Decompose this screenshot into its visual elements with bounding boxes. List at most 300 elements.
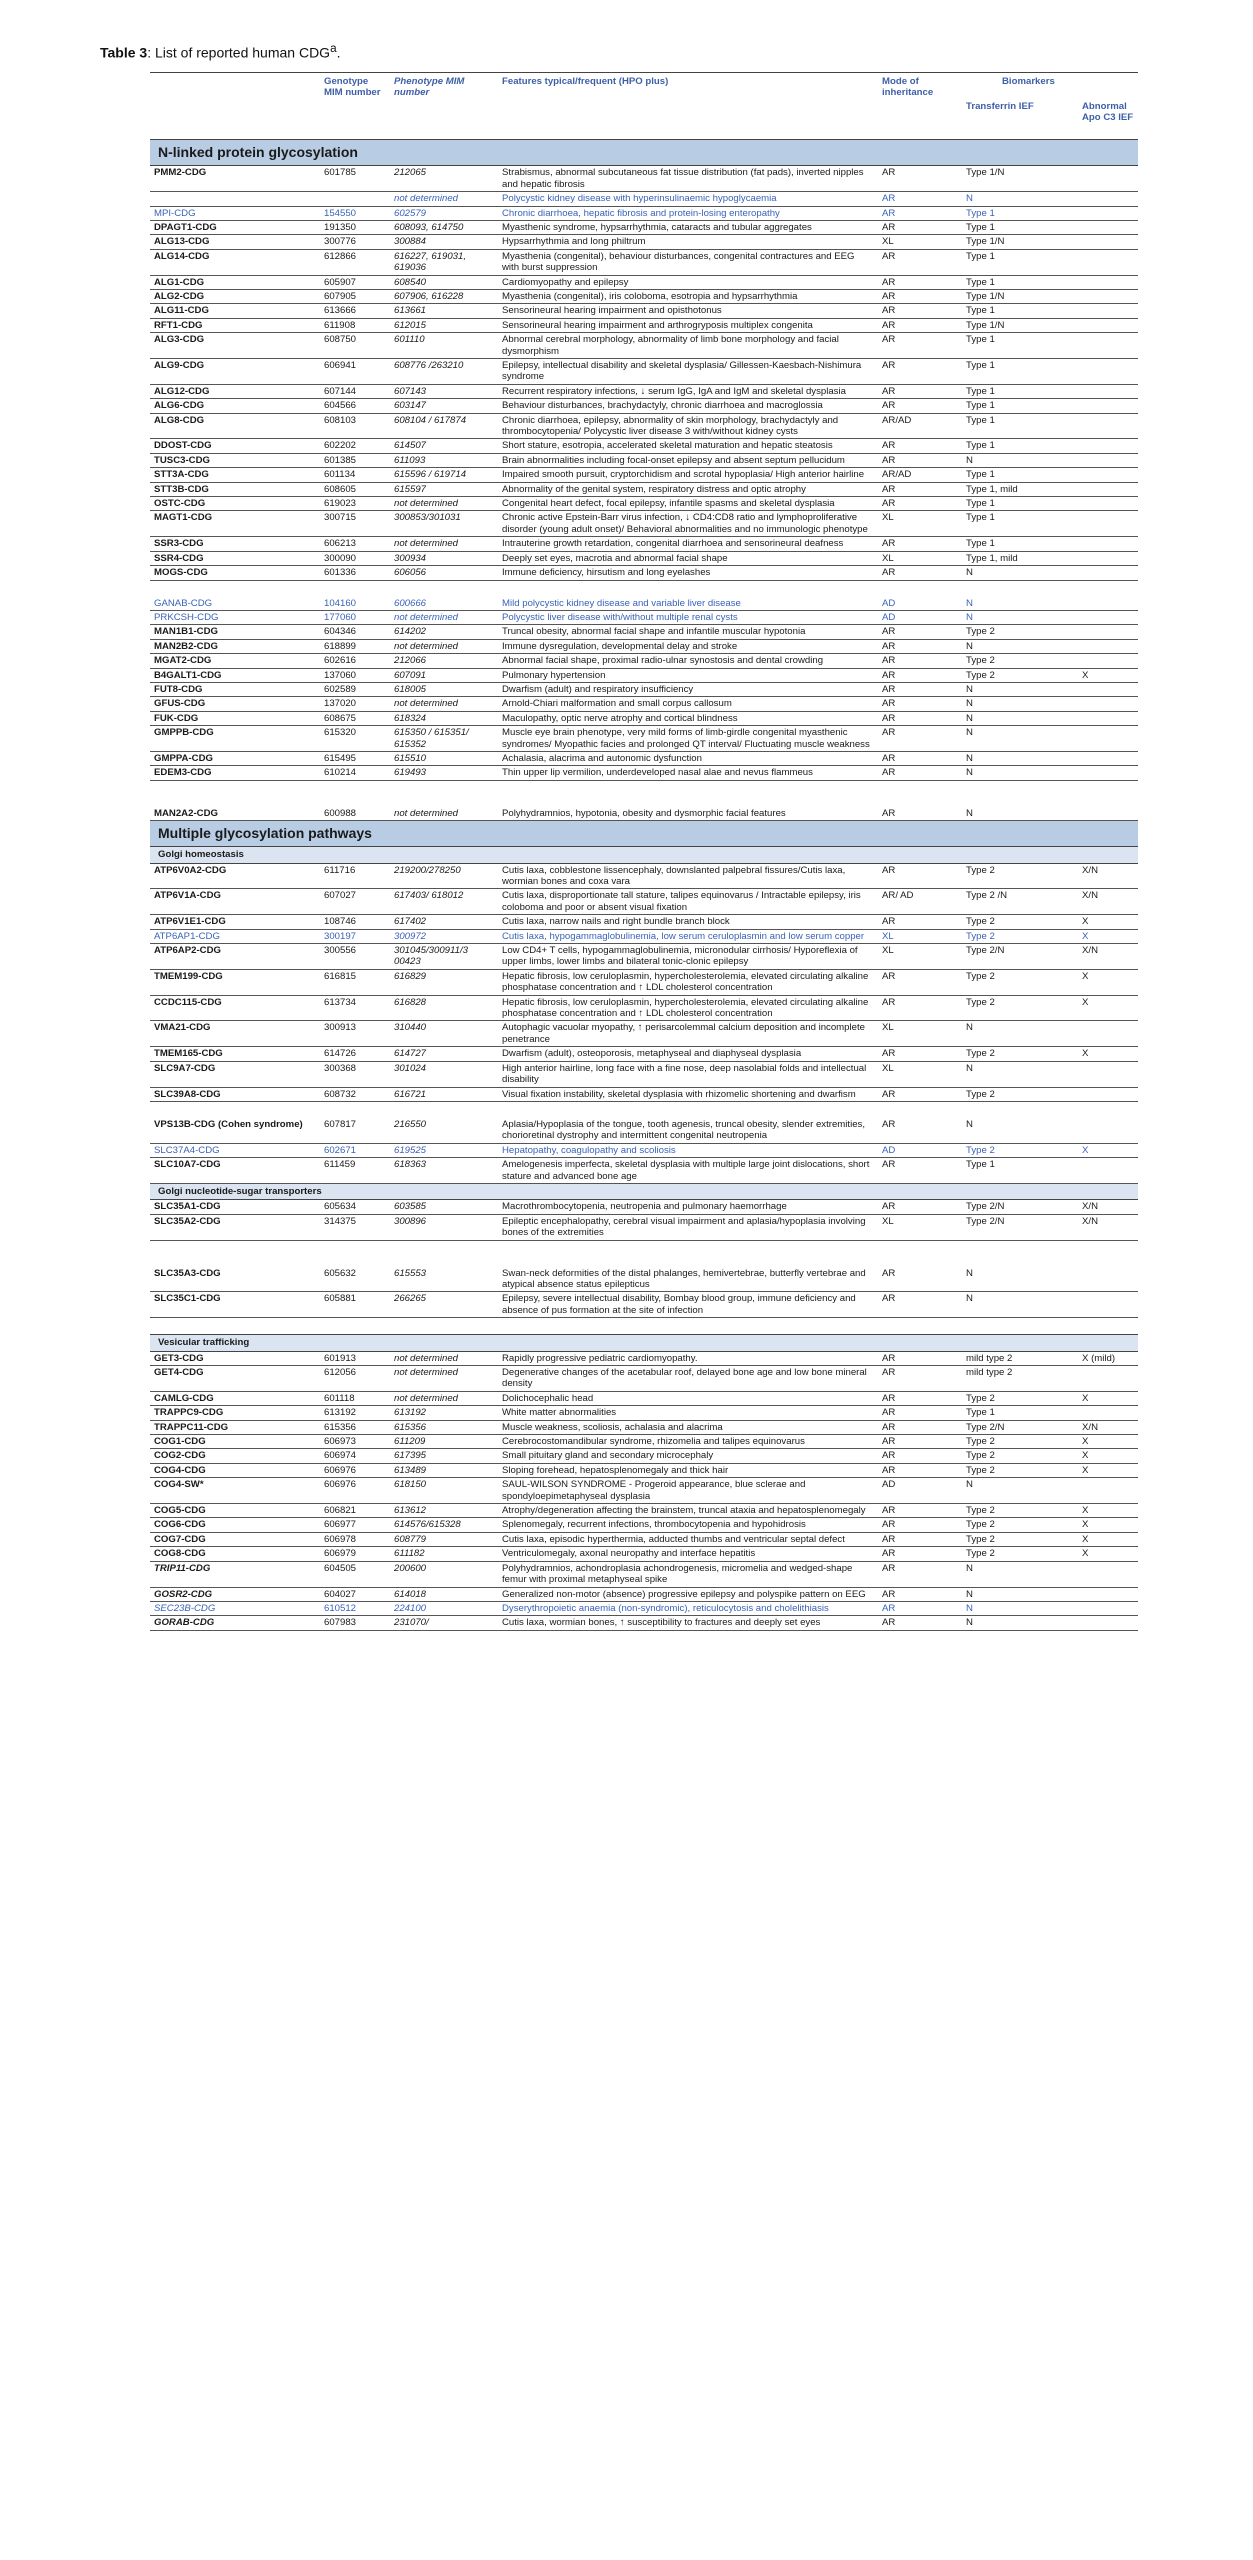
cell-genotype-mim: 300090 <box>320 551 390 565</box>
table-row <box>150 1267 1138 1292</box>
section-header <box>150 140 1138 166</box>
cell-features: Aplasia/Hypoplasia of the tongue, tooth agenesis, truncal obesity, slender extremities, chorioretinal dystrophy and intermittent congenital neutropenia <box>498 1118 878 1143</box>
cell-apo-ief: X/N <box>1078 944 1138 970</box>
cell-phenotype-mim: not determined <box>390 697 498 711</box>
cell-phenotype-mim: 601110 <box>390 333 498 359</box>
cell-gene: GANAB-CDG <box>150 597 320 611</box>
cell-features: Generalized non-motor (absence) progressive epilepsy and polyspike pattern on EEG <box>498 1587 878 1601</box>
cell-apo-ief <box>1078 206 1138 220</box>
cell-features: Dyserythropoietic anaemia (non-syndromic), reticulocytosis and cholelithiasis <box>498 1601 878 1615</box>
cell-phenotype-mim: 615510 <box>390 751 498 765</box>
table-row <box>150 304 1138 318</box>
cell-genotype-mim: 610214 <box>320 766 390 780</box>
cell-apo-ief <box>1078 597 1138 611</box>
cell-phenotype-mim: 224100 <box>390 1601 498 1615</box>
section-title-fill <box>498 140 1138 166</box>
cell-transferrin-ief: N <box>962 726 1078 752</box>
spacer-row <box>150 780 1138 807</box>
cell-gene: ALG9-CDG <box>150 359 320 385</box>
header-biomarkers: Biomarkers <box>962 73 1138 100</box>
cell-apo-ief: X <box>1078 1449 1138 1463</box>
cell-genotype-mim: 300197 <box>320 929 390 943</box>
cell-inheritance: AD <box>878 1143 962 1157</box>
cell-apo-ief: X <box>1078 1435 1138 1449</box>
cell-phenotype-mim: 300972 <box>390 929 498 943</box>
cell-gene: SLC35A2-CDG <box>150 1214 320 1240</box>
cell-gene: MAN2B2-CDG <box>150 639 320 653</box>
cell-transferrin-ief: Type 2 /N <box>962 889 1078 915</box>
cell-genotype-mim: 608750 <box>320 333 390 359</box>
cell-phenotype-mim: 231070/ <box>390 1616 498 1630</box>
cell-apo-ief <box>1078 1087 1138 1101</box>
table-row <box>150 453 1138 467</box>
cell-apo-ief: X <box>1078 1547 1138 1561</box>
cell-phenotype-mim: not determined <box>390 1391 498 1405</box>
table-row <box>150 1391 1138 1405</box>
spacer-cell <box>150 1240 1138 1267</box>
cell-features: Abnormality of the genital system, respiratory distress and optic atrophy <box>498 482 878 496</box>
table-row <box>150 537 1138 551</box>
cell-inheritance: AR <box>878 1351 962 1365</box>
section-title: Golgi homeostasis <box>150 847 498 863</box>
cell-inheritance: AR <box>878 333 962 359</box>
cell-features: Dolichocephalic head <box>498 1391 878 1405</box>
cell-gene: COG6-CDG <box>150 1518 320 1532</box>
cell-apo-ief <box>1078 439 1138 453</box>
cell-transferrin-ief: N <box>962 639 1078 653</box>
cell-apo-ief <box>1078 304 1138 318</box>
cell-gene: SLC10A7-CDG <box>150 1158 320 1184</box>
cell-features: Myasthenia (congenital), behaviour disturbances, congenital contractures and EEG with burst suppression <box>498 249 878 275</box>
cell-inheritance: AR <box>878 751 962 765</box>
table-row <box>150 482 1138 496</box>
cell-genotype-mim: 611716 <box>320 863 390 889</box>
cell-genotype-mim: 606978 <box>320 1532 390 1546</box>
table-row <box>150 275 1138 289</box>
cell-transferrin-ief: Type 2 <box>962 1449 1078 1463</box>
cell-apo-ief <box>1078 166 1138 192</box>
cell-gene: SLC35A3-CDG <box>150 1267 320 1292</box>
cell-inheritance: AD <box>878 597 962 611</box>
cell-phenotype-mim: not determined <box>390 807 498 821</box>
cell-genotype-mim: 191350 <box>320 220 390 234</box>
table-row <box>150 889 1138 915</box>
cell-apo-ief <box>1078 249 1138 275</box>
cell-phenotype-mim: 603147 <box>390 399 498 413</box>
cell-gene: GET4-CDG <box>150 1366 320 1392</box>
cell-inheritance: AR <box>878 359 962 385</box>
cell-phenotype-mim: 615350 / 615351/ 615352 <box>390 726 498 752</box>
cell-phenotype-mim: 212065 <box>390 166 498 192</box>
cell-genotype-mim: 300913 <box>320 1021 390 1047</box>
cell-inheritance: AR <box>878 439 962 453</box>
cell-features: Small pituitary gland and secondary microcephaly <box>498 1449 878 1463</box>
cell-gene: DPAGT1-CDG <box>150 220 320 234</box>
cell-transferrin-ief: Type 2/N <box>962 1200 1078 1214</box>
cell-transferrin-ief: Type 1/N <box>962 235 1078 249</box>
cell-transferrin-ief: N <box>962 1601 1078 1615</box>
cell-genotype-mim: 608605 <box>320 482 390 496</box>
cell-inheritance: AR <box>878 206 962 220</box>
cell-inheritance: AR <box>878 249 962 275</box>
cell-features: Chronic diarrhoea, epilepsy, abnormality of skin morphology, brachydactyly and thrombocytopenia/ Polycystic liver disease 3 with/without kidney cysts <box>498 413 878 439</box>
cell-features: Polycystic kidney disease with hyperinsulinaemic hypoglycaemia <box>498 192 878 206</box>
cell-inheritance: AR <box>878 995 962 1021</box>
table-row <box>150 944 1138 970</box>
section-title: Vesicular trafficking <box>150 1335 498 1351</box>
header-phenotype: Phenotype MIM number <box>390 73 498 100</box>
cell-phenotype-mim: 608540 <box>390 275 498 289</box>
cell-genotype-mim: 601336 <box>320 566 390 580</box>
cell-phenotype-mim: 603585 <box>390 1200 498 1214</box>
cell-transferrin-ief: Type 1 <box>962 399 1078 413</box>
cell-features: Hepatopathy, coagulopathy and scoliosis <box>498 1143 878 1157</box>
cell-features: Mild polycystic kidney disease and variable liver disease <box>498 597 878 611</box>
cell-genotype-mim: 608103 <box>320 413 390 439</box>
table-row <box>150 807 1138 821</box>
cell-phenotype-mim: 310440 <box>390 1021 498 1047</box>
cell-features: Polyhydramnios, achondroplasia achondrogenesis, micromelia and wedged-shape femur with proximal metaphyseal spike <box>498 1561 878 1587</box>
cell-gene: GFUS-CDG <box>150 697 320 711</box>
cell-apo-ief: X <box>1078 915 1138 929</box>
cell-genotype-mim: 137060 <box>320 668 390 682</box>
header-transferrin-ief: Transferrin IEF <box>962 100 1078 140</box>
cell-transferrin-ief: Type 1 <box>962 497 1078 511</box>
cell-apo-ief <box>1078 751 1138 765</box>
table-row <box>150 751 1138 765</box>
cell-transferrin-ief: Type 2 <box>962 1532 1078 1546</box>
cell-apo-ief <box>1078 625 1138 639</box>
cell-apo-ief <box>1078 1061 1138 1087</box>
cell-gene: ATP6AP2-CDG <box>150 944 320 970</box>
cell-genotype-mim: 300368 <box>320 1061 390 1087</box>
cell-inheritance: AR <box>878 668 962 682</box>
cell-features: Hepatic fibrosis, low ceruloplasmin, hypercholesterolemia, elevated circulating alkaline phosphatase concentration and ↑ LDL cholesterol concentration <box>498 969 878 995</box>
cell-features: Hypsarrhythmia and long philtrum <box>498 235 878 249</box>
cell-features: Recurrent respiratory infections, ↓ serum IgG, IgA and IgM and skeletal dysplasia <box>498 384 878 398</box>
cell-inheritance: AR <box>878 537 962 551</box>
cell-phenotype-mim: 617403/ 618012 <box>390 889 498 915</box>
cell-features: Cutis laxa, cobblestone lissencephaly, downslanted palpebral fissures/Cutis laxa, wormian bones and coxa vara <box>498 863 878 889</box>
cell-genotype-mim: 606973 <box>320 1435 390 1449</box>
cell-apo-ief: X <box>1078 1504 1138 1518</box>
spacer-row <box>150 1240 1138 1267</box>
cell-gene: VPS13B-CDG (Cohen syndrome) <box>150 1118 320 1143</box>
table-row <box>150 1200 1138 1214</box>
cell-phenotype-mim: 618363 <box>390 1158 498 1184</box>
cell-features: Cutis laxa, disproportionate tall stature, talipes equinovarus / Intractable epilepsy, iris coloboma and poor or absent visual fixation <box>498 889 878 915</box>
cell-phenotype-mim: 300884 <box>390 235 498 249</box>
table-row <box>150 289 1138 303</box>
cell-apo-ief: X <box>1078 1518 1138 1532</box>
cell-inheritance: AR <box>878 969 962 995</box>
cell-apo-ief: X (mild) <box>1078 1351 1138 1365</box>
table-row <box>150 995 1138 1021</box>
cell-transferrin-ief: N <box>962 1561 1078 1587</box>
cell-inheritance: AR <box>878 639 962 653</box>
cell-genotype-mim: 601785 <box>320 166 390 192</box>
cell-transferrin-ief: Type 1, mild <box>962 482 1078 496</box>
cell-apo-ief: X/N <box>1078 1200 1138 1214</box>
cell-transferrin-ief: N <box>962 1292 1078 1318</box>
cell-features: Low CD4+ T cells, hypogammaglobulinemia, micronodular cirrhosis/ Hyporeflexia of upper limbs, lower limbs and bilateral tonic-clonic epilepsy <box>498 944 878 970</box>
table-row <box>150 359 1138 385</box>
cell-gene <box>150 192 320 206</box>
cell-transferrin-ief: Type 2 <box>962 1547 1078 1561</box>
table-row <box>150 1087 1138 1101</box>
cell-transferrin-ief: Type 2 <box>962 1391 1078 1405</box>
cell-gene: EDEM3-CDG <box>150 766 320 780</box>
table-row <box>150 551 1138 565</box>
cell-transferrin-ief: Type 1 <box>962 206 1078 220</box>
cell-transferrin-ief: Type 1/N <box>962 318 1078 332</box>
table-row <box>150 1616 1138 1630</box>
cell-inheritance: AR <box>878 807 962 821</box>
cell-features: Thin upper lip vermilion, underdeveloped nasal alae and nevus flammeus <box>498 766 878 780</box>
spacer-cell <box>150 1318 1138 1335</box>
cell-features: Muscle eye brain phenotype, very mild forms of limb-girdle congenital myasthenic syndromes/ Myopathic facies and prolonged QT interval/ Fluctuating muscle weakness <box>498 726 878 752</box>
table-row <box>150 1118 1138 1143</box>
cell-features: Degenerative changes of the acetabular roof, delayed bone age and low bone mineral density <box>498 1366 878 1392</box>
cell-phenotype-mim: 615596 / 619714 <box>390 468 498 482</box>
cell-gene: COG8-CDG <box>150 1547 320 1561</box>
cell-inheritance: AR/AD <box>878 413 962 439</box>
cell-apo-ief <box>1078 1118 1138 1143</box>
cell-genotype-mim: 606941 <box>320 359 390 385</box>
cell-transferrin-ief: N <box>962 1616 1078 1630</box>
cell-inheritance: AR <box>878 220 962 234</box>
cell-inheritance: AR <box>878 1616 962 1630</box>
cell-inheritance: XL <box>878 511 962 537</box>
cell-genotype-mim: 300556 <box>320 944 390 970</box>
cell-apo-ief <box>1078 639 1138 653</box>
cell-phenotype-mim: 300934 <box>390 551 498 565</box>
cell-gene: STT3B-CDG <box>150 482 320 496</box>
cell-gene: TUSC3-CDG <box>150 453 320 467</box>
cell-apo-ief <box>1078 537 1138 551</box>
cell-transferrin-ief: Type 2 <box>962 1463 1078 1477</box>
cell-phenotype-mim: 301024 <box>390 1061 498 1087</box>
cell-features: Sloping forehead, hepatosplenomegaly and thick hair <box>498 1463 878 1477</box>
cell-features: Strabismus, abnormal subcutaneous fat tissue distribution (fat pads), inverted nipples and hepatic fibrosis <box>498 166 878 192</box>
cell-apo-ief <box>1078 1406 1138 1420</box>
cell-transferrin-ief: Type 1 <box>962 304 1078 318</box>
cell-transferrin-ief: Type 1 <box>962 413 1078 439</box>
cell-inheritance: AR <box>878 654 962 668</box>
cell-genotype-mim: 614726 <box>320 1047 390 1061</box>
section-title: N-linked protein glycosylation <box>150 140 498 166</box>
cell-genotype-mim: 615495 <box>320 751 390 765</box>
cell-gene: MOGS-CDG <box>150 566 320 580</box>
cell-inheritance: XL <box>878 1021 962 1047</box>
cell-inheritance: AR <box>878 1087 962 1101</box>
cell-transferrin-ief: Type 1 <box>962 1158 1078 1184</box>
cell-features: Immune deficiency, hirsutism and long eyelashes <box>498 566 878 580</box>
cell-gene: COG4-SW* <box>150 1478 320 1504</box>
cell-transferrin-ief: N <box>962 453 1078 467</box>
cell-genotype-mim: 104160 <box>320 597 390 611</box>
cell-genotype-mim: 108746 <box>320 915 390 929</box>
cell-features: White matter abnormalities <box>498 1406 878 1420</box>
cell-gene: ALG2-CDG <box>150 289 320 303</box>
cell-genotype-mim: 608675 <box>320 711 390 725</box>
cell-apo-ief <box>1078 1616 1138 1630</box>
cell-inheritance: XL <box>878 1214 962 1240</box>
cell-genotype-mim: 605881 <box>320 1292 390 1318</box>
cell-phenotype-mim: 616721 <box>390 1087 498 1101</box>
cell-apo-ief: X <box>1078 995 1138 1021</box>
cell-genotype-mim: 604505 <box>320 1561 390 1587</box>
table-row <box>150 1292 1138 1318</box>
cell-apo-ief <box>1078 235 1138 249</box>
cell-apo-ief <box>1078 511 1138 537</box>
cell-gene: FUK-CDG <box>150 711 320 725</box>
cell-inheritance: AR <box>878 1292 962 1318</box>
cell-transferrin-ief: mild type 2 <box>962 1351 1078 1365</box>
cell-apo-ief <box>1078 682 1138 696</box>
cell-transferrin-ief: Type 1 <box>962 384 1078 398</box>
cell-inheritance: AD <box>878 1478 962 1504</box>
cell-features: Truncal obesity, abnormal facial shape and infantile muscular hypotonia <box>498 625 878 639</box>
table-row <box>150 682 1138 696</box>
cell-apo-ief: X/N <box>1078 1214 1138 1240</box>
cell-apo-ief <box>1078 566 1138 580</box>
table-row <box>150 1532 1138 1546</box>
cell-apo-ief <box>1078 384 1138 398</box>
cell-inheritance: XL <box>878 1061 962 1087</box>
cell-phenotype-mim: 616227, 619031, 619036 <box>390 249 498 275</box>
cell-gene: ALG6-CDG <box>150 399 320 413</box>
cell-phenotype-mim: not determined <box>390 1366 498 1392</box>
cell-apo-ief <box>1078 654 1138 668</box>
cell-features: Immune dysregulation, developmental delay and stroke <box>498 639 878 653</box>
table-row <box>150 1214 1138 1240</box>
cell-apo-ief <box>1078 807 1138 821</box>
cell-transferrin-ief: Type 2 <box>962 995 1078 1021</box>
cell-inheritance: AR <box>878 399 962 413</box>
cell-gene: ATP6V1A-CDG <box>150 889 320 915</box>
table-row <box>150 1406 1138 1420</box>
cell-features: Macrothrombocytopenia, neutropenia and pulmonary haemorrhage <box>498 1200 878 1214</box>
cell-gene: CAMLG-CDG <box>150 1391 320 1405</box>
table-row <box>150 249 1138 275</box>
cell-phenotype-mim: 613489 <box>390 1463 498 1477</box>
cell-phenotype-mim: 614727 <box>390 1047 498 1061</box>
cell-apo-ief <box>1078 610 1138 624</box>
cell-apo-ief <box>1078 1158 1138 1184</box>
cell-gene: SSR4-CDG <box>150 551 320 565</box>
cell-genotype-mim: 607905 <box>320 289 390 303</box>
cell-inheritance: AR <box>878 1267 962 1292</box>
cell-features: Deeply set eyes, macrotia and abnormal facial shape <box>498 551 878 565</box>
cell-gene: ALG14-CDG <box>150 249 320 275</box>
table-row <box>150 439 1138 453</box>
cell-phenotype-mim: 615356 <box>390 1420 498 1434</box>
cell-phenotype-mim: 618005 <box>390 682 498 696</box>
cell-features: Autophagic vacuolar myopathy, ↑ perisarcolemmal calcium deposition and incomplete penetrance <box>498 1021 878 1047</box>
spacer-row <box>150 1101 1138 1118</box>
cell-transferrin-ief: N <box>962 610 1078 624</box>
cell-apo-ief <box>1078 468 1138 482</box>
cell-features: Muscle weakness, scoliosis, achalasia and alacrima <box>498 1420 878 1434</box>
cell-inheritance: AR <box>878 453 962 467</box>
cell-features: Dwarfism (adult), osteoporosis, metaphyseal and diaphyseal dysplasia <box>498 1047 878 1061</box>
cell-phenotype-mim: 602579 <box>390 206 498 220</box>
table-row <box>150 766 1138 780</box>
cell-phenotype-mim: not determined <box>390 497 498 511</box>
cell-features: Congenital heart defect, focal epilepsy, infantile spasms and skeletal dysplasia <box>498 497 878 511</box>
section-header <box>150 847 1138 863</box>
cell-apo-ief <box>1078 399 1138 413</box>
cell-transferrin-ief: Type 1 <box>962 333 1078 359</box>
cell-features: Cutis laxa, episodic hyperthermia, adducted thumbs and ventricular septal defect <box>498 1532 878 1546</box>
cell-inheritance: AR <box>878 275 962 289</box>
cell-inheritance: AR <box>878 304 962 318</box>
cell-transferrin-ief: Type 2 <box>962 1518 1078 1532</box>
table-row <box>150 1478 1138 1504</box>
section-title-fill <box>498 1183 1138 1199</box>
cell-phenotype-mim: 300853/301031 <box>390 511 498 537</box>
cell-genotype-mim: 607144 <box>320 384 390 398</box>
cell-phenotype-mim: 212066 <box>390 654 498 668</box>
caption-end: . <box>336 44 341 61</box>
cell-inheritance: AR <box>878 192 962 206</box>
cell-phenotype-mim: 614507 <box>390 439 498 453</box>
cell-features: Sensorineural hearing impairment and arthrogryposis multiplex congenita <box>498 318 878 332</box>
cell-genotype-mim: 604027 <box>320 1587 390 1601</box>
table-caption <box>100 42 340 61</box>
cell-gene: CCDC115-CDG <box>150 995 320 1021</box>
cell-gene: ATP6AP1-CDG <box>150 929 320 943</box>
section-title-fill <box>498 821 1138 847</box>
table-row <box>150 1366 1138 1392</box>
cell-gene: GOSR2-CDG <box>150 1587 320 1601</box>
spacer-row <box>150 580 1138 597</box>
cell-phenotype-mim: 614202 <box>390 625 498 639</box>
cell-transferrin-ief: Type 1 <box>962 537 1078 551</box>
cell-inheritance: AR <box>878 1449 962 1463</box>
cell-genotype-mim: 612056 <box>320 1366 390 1392</box>
cell-inheritance: AR <box>878 384 962 398</box>
table-row <box>150 235 1138 249</box>
cell-genotype-mim: 606974 <box>320 1449 390 1463</box>
cell-phenotype-mim: 219200/278250 <box>390 863 498 889</box>
cell-gene: B4GALT1-CDG <box>150 668 320 682</box>
cell-features: Cutis laxa, hypogammaglobulinemia, low serum ceruloplasmin and low serum copper <box>498 929 878 943</box>
cell-transferrin-ief: N <box>962 711 1078 725</box>
section-title: Golgi nucleotide-sugar transporters <box>150 1183 498 1199</box>
cell-gene: STT3A-CDG <box>150 468 320 482</box>
cell-gene: SLC35A1-CDG <box>150 1200 320 1214</box>
cell-gene: ALG1-CDG <box>150 275 320 289</box>
table-row <box>150 1518 1138 1532</box>
cell-phenotype-mim: 611209 <box>390 1435 498 1449</box>
cell-genotype-mim: 605907 <box>320 275 390 289</box>
cell-transferrin-ief: N <box>962 1267 1078 1292</box>
cell-transferrin-ief: N <box>962 766 1078 780</box>
cell-inheritance: AR <box>878 566 962 580</box>
cell-inheritance: AR/ AD <box>878 889 962 915</box>
cell-transferrin-ief: N <box>962 682 1078 696</box>
cell-phenotype-mim: 617395 <box>390 1449 498 1463</box>
cell-genotype-mim: 605632 <box>320 1267 390 1292</box>
cell-features: Epileptic encephalopathy, cerebral visual impairment and aplasia/hypoplasia involving bones of the extremities <box>498 1214 878 1240</box>
table-row <box>150 625 1138 639</box>
cell-features: Arnold-Chiari malformation and small corpus callosum <box>498 697 878 711</box>
cell-apo-ief: X <box>1078 1391 1138 1405</box>
cell-features: Ventriculomegaly, axonal neuropathy and interface hepatitis <box>498 1547 878 1561</box>
cell-apo-ief: X <box>1078 1463 1138 1477</box>
